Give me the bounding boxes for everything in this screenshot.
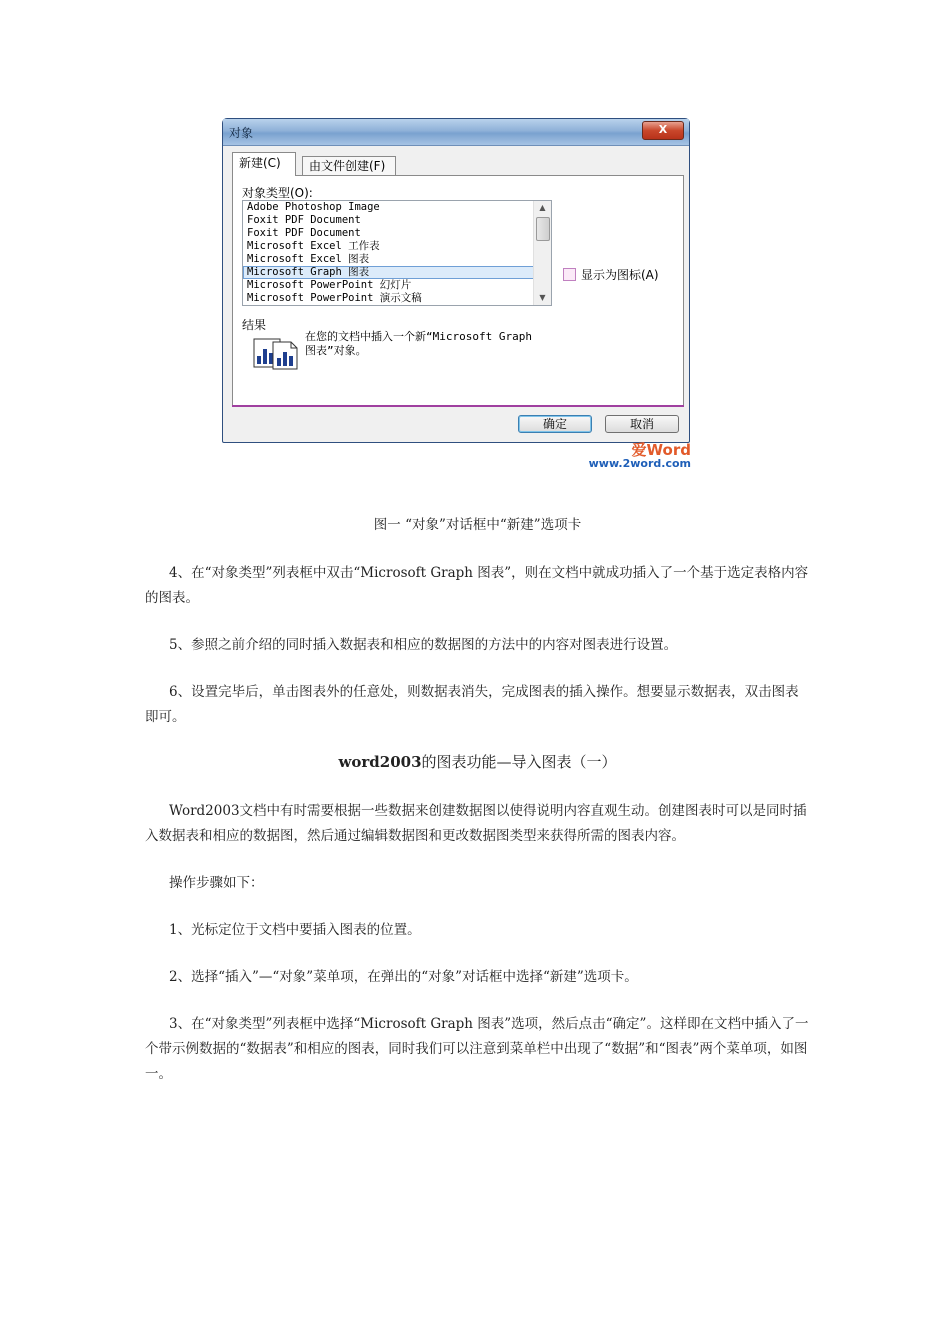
- dialog-title: 对象: [229, 126, 254, 140]
- watermark: [583, 442, 691, 470]
- figure-caption: 图一 “对象”对话框中“新建”选项卡: [373, 517, 582, 533]
- object-type-label: 对象类型(O):: [242, 186, 313, 200]
- panel-divider: [232, 405, 684, 407]
- display-as-icon-option[interactable]: [563, 266, 659, 283]
- section-heading: [145, 751, 810, 772]
- steps-continued: [145, 561, 810, 730]
- paragraph: 6、设置完毕后，单击图表外的任意处，则数据表消失，完成图表的插入操作。想要显示数据表，双击图表即可。: [145, 684, 799, 725]
- scroll-down-arrow-icon[interactable]: ▼: [539, 293, 546, 302]
- list-item[interactable]: Foxit PDF Document: [247, 227, 361, 239]
- paragraph: 1、光标定位于文档中要插入图表的位置。: [169, 922, 421, 938]
- list-item[interactable]: Foxit PDF Document: [247, 214, 361, 226]
- scroll-up-arrow-icon[interactable]: ▲: [539, 203, 546, 212]
- paragraph: Word2003文档中有时需要根据一些数据来创建数据图以使得说明内容直观生动。创建图表时可以是同时插入数据表和相应的数据图，然后通过编辑数据图和更改数据图类型来获得所需的图表内容。: [145, 803, 807, 844]
- object-dialog: [222, 118, 691, 470]
- object-type-list: [243, 201, 535, 305]
- paragraph: 5、参照之前介绍的同时插入数据表和相应的数据图的方法中的内容对图表进行设置。: [169, 637, 678, 653]
- object-type-listbox[interactable]: [242, 200, 552, 306]
- ok-button[interactable]: 确定: [518, 415, 592, 433]
- result-description: 在您的文档中插入一个新“Microsoft Graph 图表”对象。: [305, 330, 532, 357]
- list-item[interactable]: Microsoft PowerPoint 幻灯片: [247, 279, 412, 291]
- list-item[interactable]: Microsoft PowerPoint 演示文稿: [247, 292, 422, 304]
- cancel-button[interactable]: 取消: [605, 415, 679, 433]
- list-item[interactable]: Microsoft Excel 工作表: [247, 240, 380, 252]
- listbox-scrollbar[interactable]: [533, 201, 551, 305]
- list-item[interactable]: Adobe Photoshop Image: [247, 201, 380, 213]
- paragraph: 4、在“对象类型”列表框中双击“Microsoft Graph 图表”，则在文档中就成功插入了一个基于选定表格内容的图表。: [145, 565, 809, 606]
- heading-rest: 的图表功能—导入图表（一）: [421, 753, 617, 771]
- heading-bold-part: word2003: [338, 753, 422, 771]
- result-label: 结果: [242, 318, 267, 332]
- graph-chart-icon: [253, 336, 299, 370]
- tab-new[interactable]: 新建(C): [232, 152, 296, 176]
- section-body: [145, 799, 810, 1087]
- list-item[interactable]: Microsoft Excel 图表: [247, 253, 370, 265]
- display-as-icon-label: 显示为图标(A): [581, 268, 659, 282]
- watermark-brand: 爱Word: [631, 441, 691, 459]
- close-icon: X: [658, 123, 668, 136]
- scroll-thumb[interactable]: [536, 217, 550, 241]
- dialog-titlebar: [223, 119, 689, 146]
- tab-create-from-file[interactable]: 由文件创建(F): [302, 156, 396, 176]
- list-item[interactable]: Microsoft Graph 图表: [243, 266, 535, 279]
- paragraph: 3、在“对象类型”列表框中选择“Microsoft Graph 图表”选项，然后点击“确定”。这样即在文档中插入了一个带示例数据的“数据表”和相应的图表，同时我们可以注意到菜单栏中出现了“数据”和“图表”两个菜单项，如图一。: [145, 1016, 809, 1082]
- paragraph: 2、选择“插入”—“对象”菜单项，在弹出的“对象”对话框中选择“新建”选项卡。: [169, 969, 638, 985]
- display-as-icon-checkbox[interactable]: [563, 268, 576, 281]
- close-button[interactable]: [642, 121, 684, 140]
- watermark-url: www.2word.com: [588, 457, 691, 470]
- paragraph: 操作步骤如下：: [169, 875, 264, 891]
